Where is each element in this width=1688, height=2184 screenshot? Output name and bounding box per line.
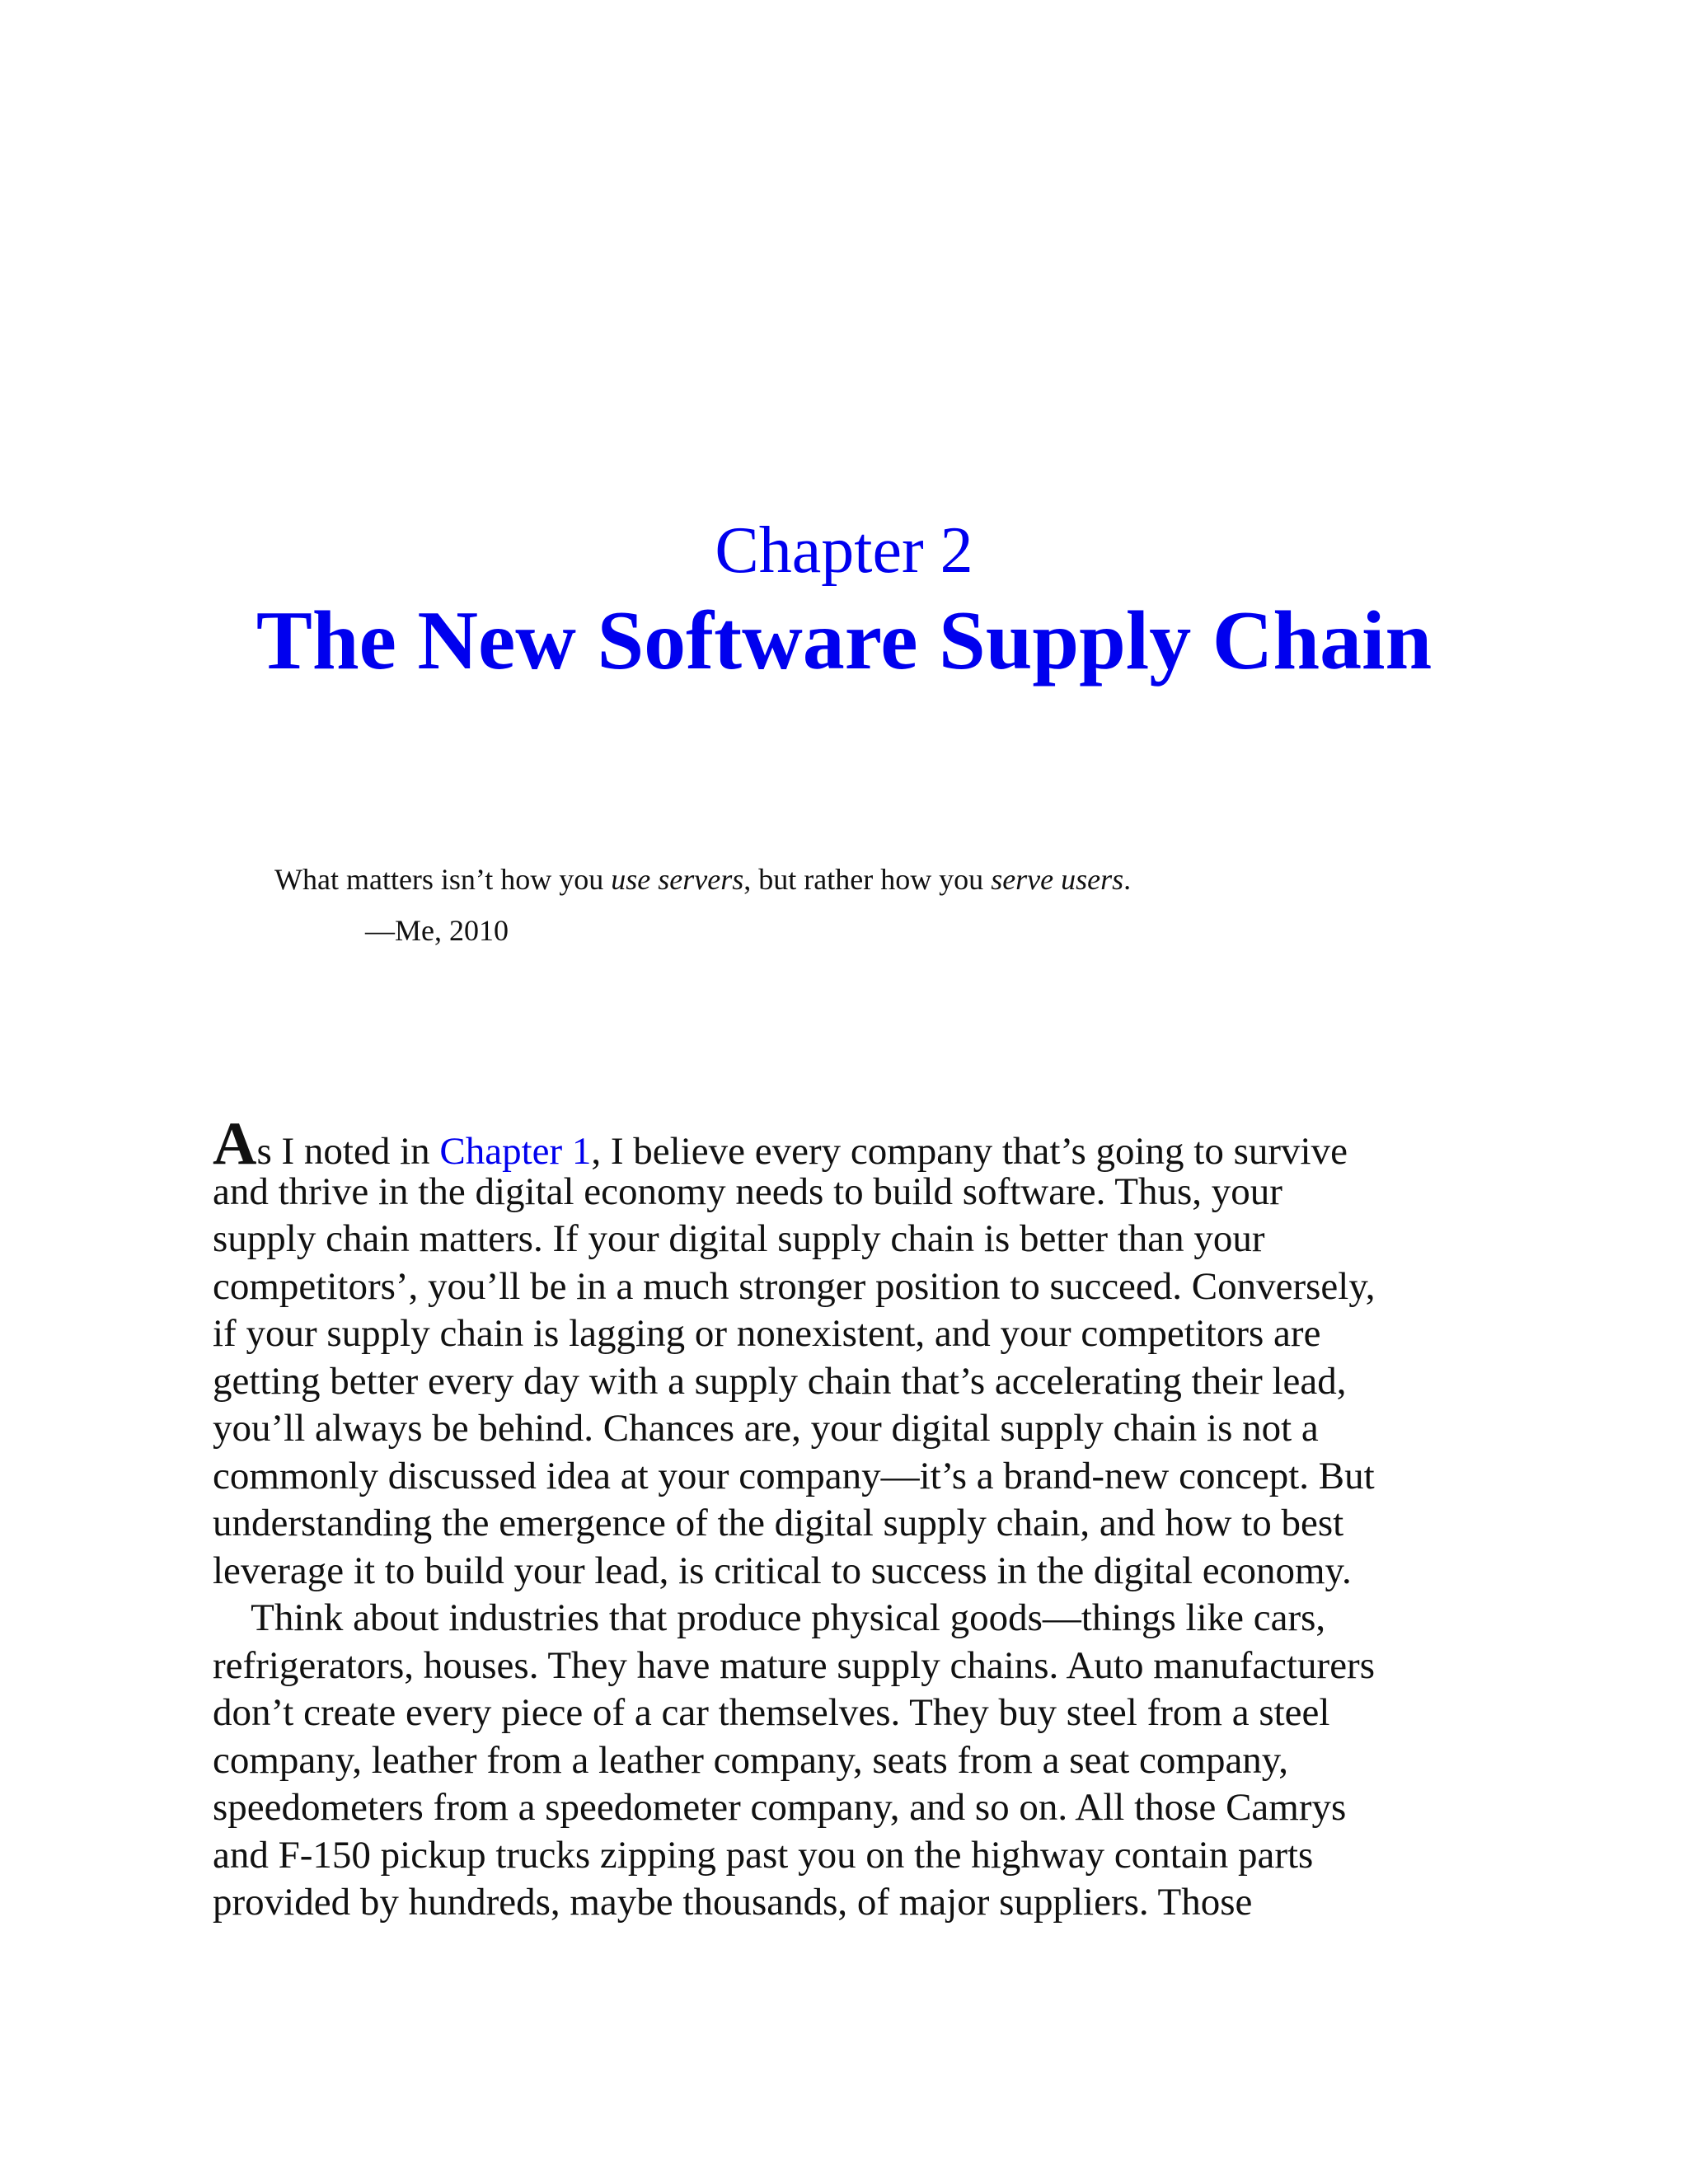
epigraph-attribution: —Me, 2010	[365, 914, 509, 947]
epigraph-emphasis: use servers	[611, 863, 744, 896]
body-line: you’ll always be behind. Chances are, your digital supply chain is not a	[213, 1407, 1319, 1450]
epigraph-text: .	[1123, 863, 1132, 896]
chapter-label: Chapter 2	[715, 514, 973, 587]
body-text-segment: s I noted in	[256, 1130, 440, 1173]
body-line: refrigerators, houses. They have mature supply chains. Auto manufacturers	[213, 1643, 1375, 1687]
chapter-title: The New Software Supply Chain	[256, 594, 1432, 687]
body-line: speedometers from a speedometer company, and so on. All those Camrys	[213, 1786, 1347, 1829]
epigraph-text: , but rather how you	[743, 863, 992, 896]
body-line: and thrive in the digital economy needs to build software. Thus, your	[213, 1169, 1282, 1213]
body-line: commonly discussed idea at your company—it’s a brand-new concept. But	[213, 1454, 1375, 1497]
body-line: if your supply chain is lagging or nonexistent, and your competitors are	[213, 1312, 1321, 1355]
body-line: supply chain matters. If your digital supply chain is better than your	[213, 1217, 1265, 1260]
body-line: and F-150 pickup trucks zipping past you on the highway contain parts	[213, 1833, 1314, 1877]
epigraph-quote	[274, 859, 1511, 900]
body-line: understanding the emergence of the digital supply chain, and how to best	[213, 1502, 1344, 1544]
body-line: don’t create every piece of a car themselves. They buy steel from a steel	[213, 1691, 1330, 1734]
body-line: company, leather from a leather company, seats from a seat company,	[213, 1738, 1289, 1782]
body-line: leverage it to build your lead, is critical to success in the digital economy.	[213, 1549, 1352, 1592]
body-text-segment: , I believe every company that’s going to survive	[591, 1130, 1348, 1173]
epigraph-text: What matters isn’t how you	[274, 863, 612, 896]
body-line: getting better every day with a supply chain that’s accelerating their lead,	[213, 1359, 1347, 1403]
epigraph-emphasis: serve users	[991, 863, 1124, 896]
body-line: provided by hundreds, maybe thousands, of major suppliers. Those	[213, 1881, 1253, 1924]
body-paragraphs	[213, 1110, 1482, 1927]
drop-cap: A	[213, 1110, 257, 1178]
chapter-1-link[interactable]: Chapter 1	[439, 1130, 592, 1173]
body-line: competitors’, you’ll be in a much stronger position to succeed. Conversely,	[213, 1264, 1376, 1308]
body-line	[213, 1110, 1482, 1178]
body-line: Think about industries that produce physical goods—things like cars,	[213, 1596, 1326, 1639]
